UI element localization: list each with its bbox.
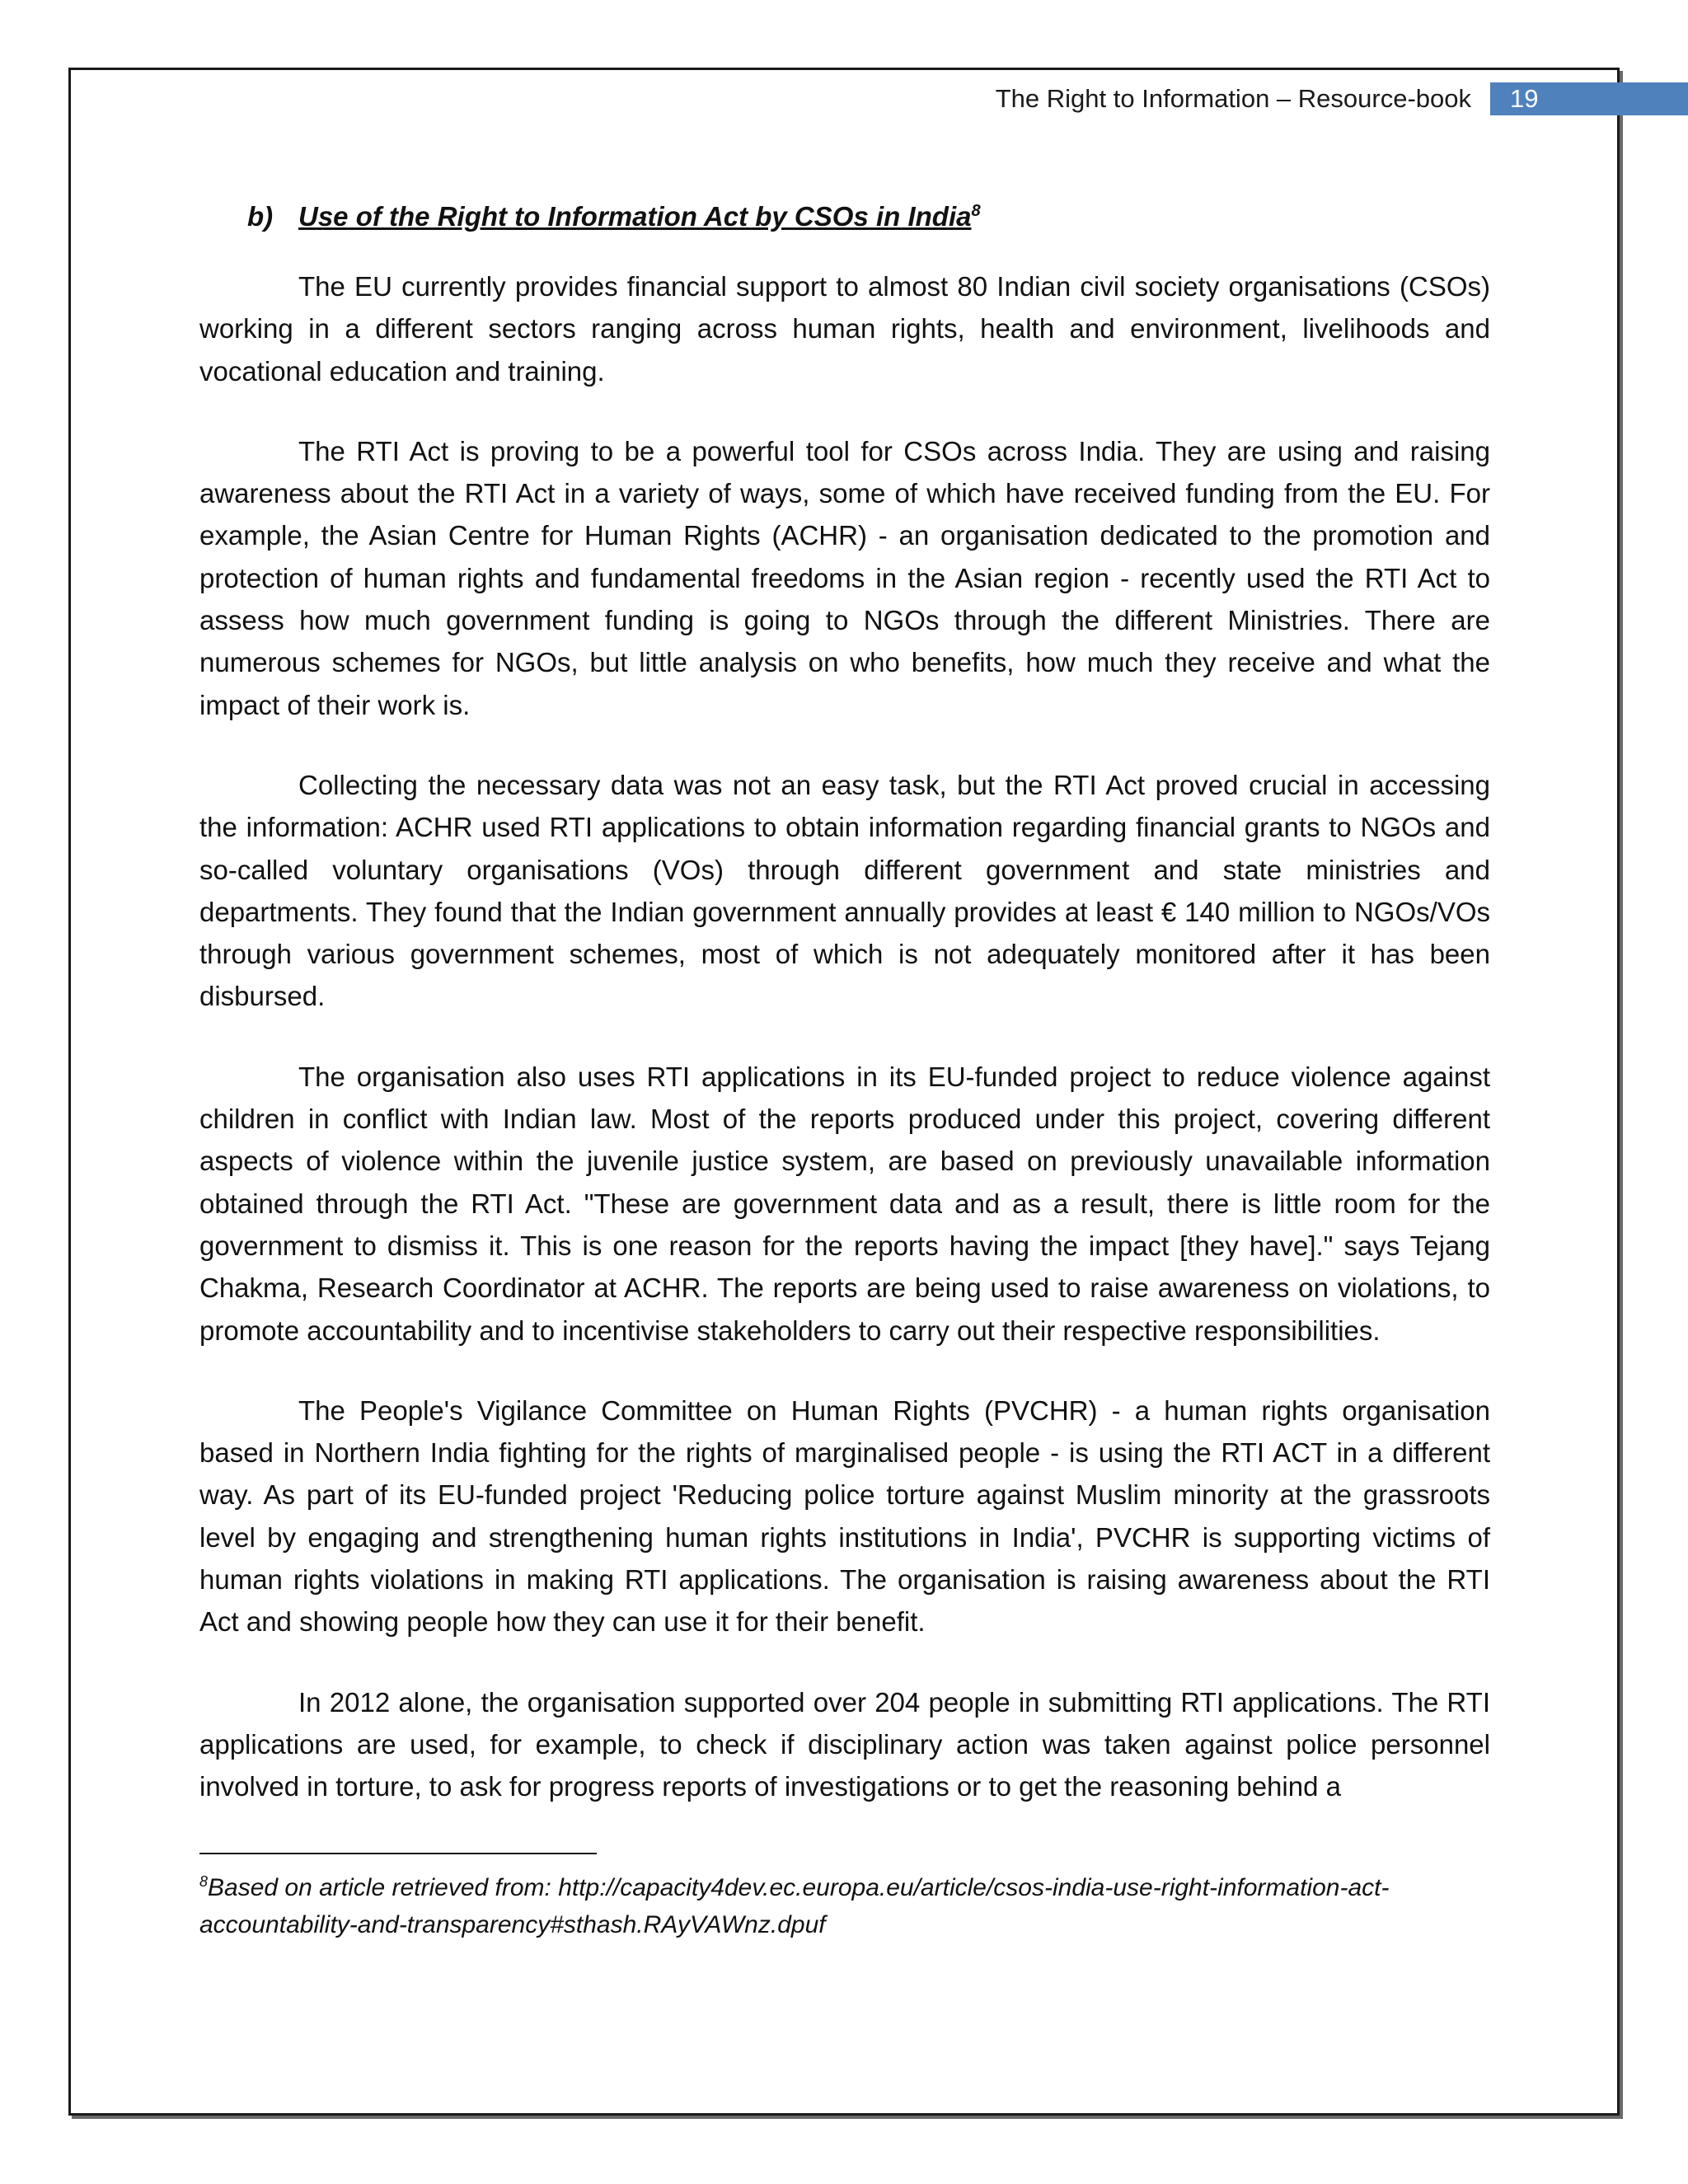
section-marker: b) xyxy=(247,201,274,232)
paragraph-data-collection: Collecting the necessary data was not an easy task, but the RTI Act proved crucial in accessing the information: ACHR used RTI applications to obtain information regarding financial grants to NGOs and so-called voluntary organisations (VOs) through different government and state ministries and departments. They found that the Indian government annually provides at least € 140 million to NGOs/VOs through various government schemes, most of which is not adequately monitored after it has been disbursed. xyxy=(199,769,1490,1012)
footnote xyxy=(199,1869,1490,1943)
page-body xyxy=(199,196,1490,1808)
paragraph-pvchr: The People's Vigilance Committee on Human Rights (PVCHR) - a human rights organisation based in Northern India fighting for the rights of marginalised people - is using the RTI ACT in a different way. As part of its EU-funded project 'Reducing police torture against Muslim minority at the grassroots level by engaging and strengthening human rights institutions in India', PVCHR is supporting victims of human rights violations in making RTI applications. The organisation is raising awareness about the RTI Act and showing people how they can use it for their benefit. xyxy=(199,1394,1490,1638)
paragraph-eu-support: The EU currently provides financial support to almost 80 Indian civil society organisations (CSOs) working in a different sectors ranging across human rights, health and environment, livelihoods and vocational education and training. xyxy=(199,271,1490,387)
footnote-reference: 8 xyxy=(971,202,981,220)
paragraph-violence-children: The organisation also uses RTI applications in its EU-funded project to reduce violence against children in conflict with Indian law. Most of the reports produced under this project, covering different aspects of violence within the juvenile justice system, are based on previously unavailable information obtained through the RTI Act. "These are government data and as a result, there is little room for the government to dismiss it. This is one reason for the reports having the impact [they have]." says Tejang Chakma, Research Coordinator at ACHR. The reports are being used to raise awareness on violations, to promote accountability and to incentivise stakeholders to carry out their respective responsibilities. xyxy=(199,1061,1490,1346)
paragraph-rti-tool: The RTI Act is proving to be a powerful tool for CSOs across India. They are using and raising awareness about the RTI Act in a variety of ways, some of which have received funding from the EU. For example, the Asian Centre for Human Rights (ACHR) - an organisation dedicated to the promotion and protection of human rights and fundamental freedoms in the Asian region - recently used the RTI Act to assess how much government funding is going to NGOs through the different Ministries. There are numerous schemes for NGOs, but little analysis on who benefits, how much they receive and what the impact of their work is. xyxy=(199,435,1490,720)
footnote-text: Based on article retrieved from: http://capacity4dev.ec.europa.eu/article/csos-india-use-right-information-act-accountability-and-transparency#sthash.RAyVAWnz.dpuf xyxy=(199,1874,1390,1938)
footnote-number: 8 xyxy=(199,1873,209,1890)
paragraph-2012-applications: In 2012 alone, the organisation supported over 204 people in submitting RTI applications. The RTI applications are used, for example, to check if disciplinary action was taken against police personnel involved in torture, to ask for progress reports of investigations or to get the reasoning behind a xyxy=(199,1686,1490,1802)
section-title: Use of the Right to Information Act by CSOs in India xyxy=(298,201,972,232)
section-heading xyxy=(199,196,1490,237)
page-number: 19 xyxy=(1510,84,1539,113)
running-header: The Right to Information – Resource-book xyxy=(995,84,1471,113)
footnote-separator xyxy=(199,1853,597,1854)
